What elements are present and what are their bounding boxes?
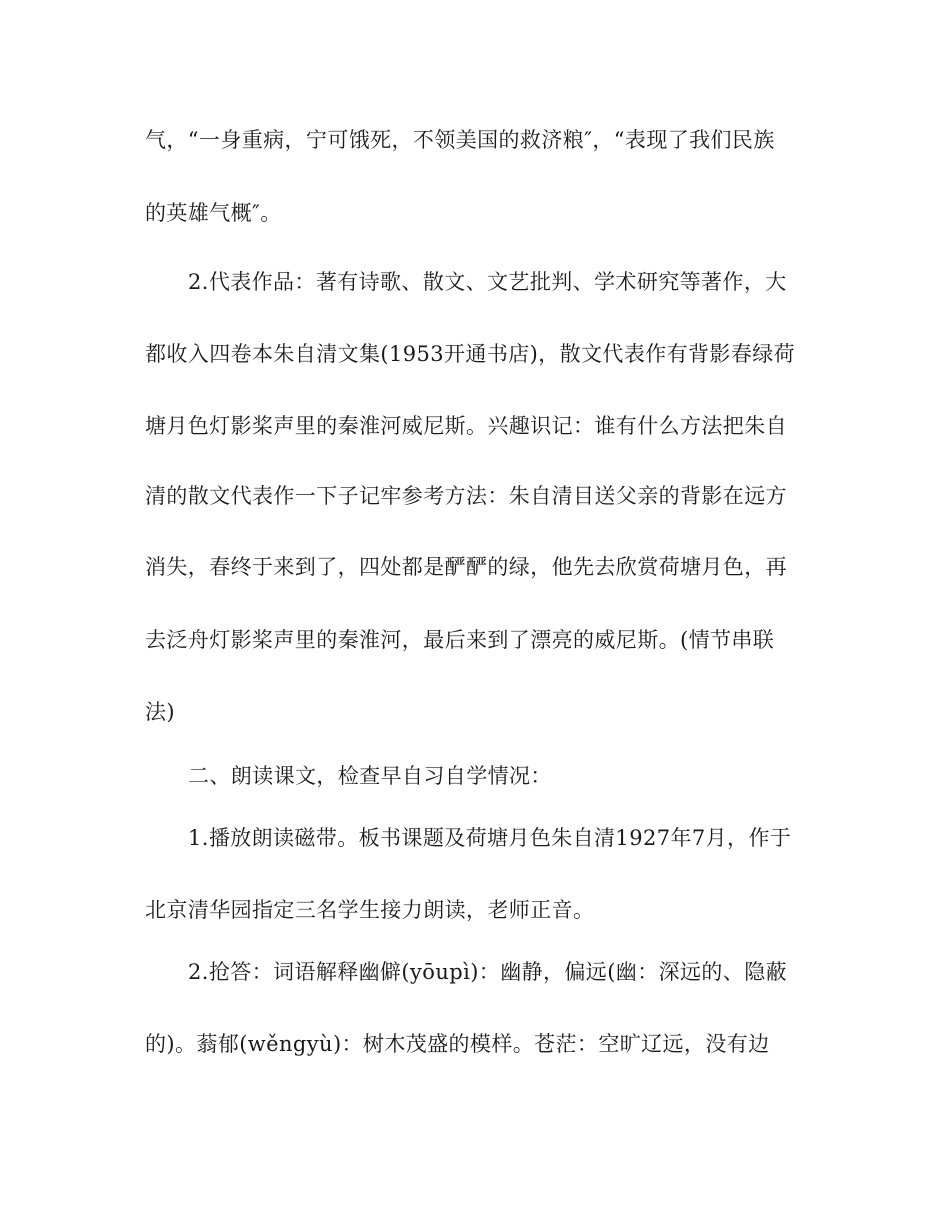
- text-line: 的)。蓊郁(wěngyù)：树木茂盛的模样。苍茫：空旷辽远，没有边: [145, 1032, 770, 1056]
- text-line: 北京清华园指定三名学生接力朗读，老师正音。: [145, 898, 595, 922]
- text-line: 法): [145, 700, 175, 724]
- paragraph-line: 2.抢答：词语解释幽僻(yōupì)：幽静，偏远(幽：深远的、隐蔽: [188, 960, 788, 984]
- text-line: 消失，春终于来到了，四处都是酽酽的绿，他先去欣赏荷塘月色，再: [145, 555, 787, 579]
- text-line: 去泛舟灯影桨声里的秦淮河，最后来到了漂亮的威尼斯。(情节串联: [145, 628, 775, 652]
- section-heading: 二、朗读课文，检查早自习自学情况：: [188, 764, 552, 788]
- text-line: 塘月色灯影桨声里的秦淮河威尼斯。兴趣识记：谁有什么方法把朱自: [145, 414, 787, 438]
- paragraph-line: 1.播放朗读磁带。板书课题及荷塘月色朱自清1927年7月，作于: [188, 826, 792, 850]
- text-line: 都收入四卷本朱自清文集(1953开通书店)，散文代表作有背影春绿荷: [145, 342, 796, 366]
- text-line: 清的散文代表作一下子记牢参考方法：朱自清目送父亲的背影在远方: [145, 484, 787, 508]
- text-line: 气，“一身重病，宁可饿死，不领美国的救济粮″，“表现了我们民族: [145, 128, 775, 152]
- paragraph-line: 2.代表作品：著有诗歌、散文、文艺批判、学术研究等著作，大: [188, 270, 787, 294]
- text-line: 的英雄气概″。: [145, 201, 282, 225]
